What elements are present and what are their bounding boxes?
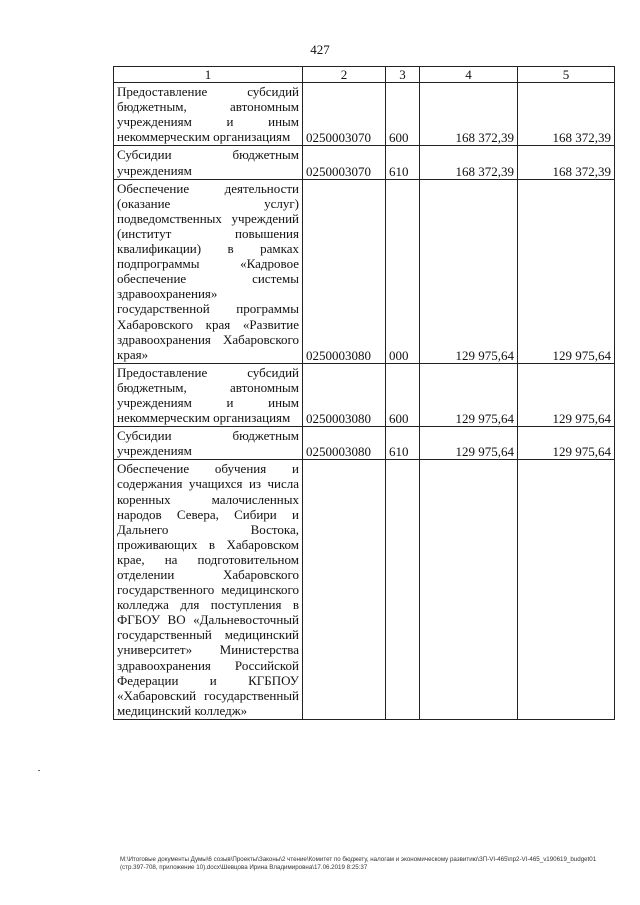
amount-col4 [420, 460, 518, 720]
column-header: 4 [420, 67, 518, 83]
target-code: 0250003070 [303, 83, 386, 146]
document-path-footer: M:\Итоговые документы Думы\6 созыв\Проекты\Законы\2 чтение\Комитет по бюджету, налогам и экономическому развитию\ЗП-VI-465\пр2-VI-465_v190619_budget01 (стр.397-708, приложение 10).docx\Шевцова Ирина Владимировна\17.06.2019 8:25:37 [120, 856, 597, 871]
amount-col5: 129 975,64 [518, 179, 615, 363]
table-row [114, 427, 615, 460]
column-header: 1 [114, 67, 303, 83]
budget-table [113, 66, 615, 720]
target-code: 0250003080 [303, 427, 386, 460]
target-code [303, 460, 386, 720]
amount-col4: 168 372,39 [420, 83, 518, 146]
amount-col4: 129 975,64 [420, 427, 518, 460]
expense-type-code: 600 [386, 83, 420, 146]
target-code: 0250003080 [303, 179, 386, 363]
table-row [114, 146, 615, 179]
row-name: Субсидии бюджетным учреждениям [114, 427, 303, 460]
target-code: 0250003070 [303, 146, 386, 179]
row-name: Обеспечение обучения и содержания учащихся из числа коренных малочисленных народов Севера, Сибири и Дальнего Востока, проживающих в Хабаровском крае, на подготовительном отделении Хабаровского государственного медицинского колледжа для поступления в ФГБОУ ВО «Дальневосточный государственный медицинский университет» Министерства здравоохранения Российской Федерации и КГБПОУ «Хабаровский государственный медицинский колледж» [114, 460, 303, 720]
expense-type-code: 610 [386, 427, 420, 460]
table-row [114, 179, 615, 363]
amount-col5 [518, 460, 615, 720]
expense-type-code: 000 [386, 179, 420, 363]
amount-col5: 129 975,64 [518, 363, 615, 426]
amount-col4: 129 975,64 [420, 179, 518, 363]
row-name: Предоставление субсидий бюджетным, автономным учреждениям и иным некоммерческим организациям [114, 83, 303, 146]
row-name: Предоставление субсидий бюджетным, автономным учреждениям и иным некоммерческим организациям [114, 363, 303, 426]
column-header: 3 [386, 67, 420, 83]
amount-col4: 129 975,64 [420, 363, 518, 426]
row-name: Субсидии бюджетным учреждениям [114, 146, 303, 179]
expense-type-code [386, 460, 420, 720]
table-header-row [114, 67, 615, 83]
amount-col5: 168 372,39 [518, 146, 615, 179]
amount-col5: 168 372,39 [518, 83, 615, 146]
expense-type-code: 610 [386, 146, 420, 179]
table-row [114, 83, 615, 146]
row-name: Обеспечение деятельности (оказание услуг) подведомственных учреждений (институт повышения квалификации) в рамках подпрограммы «Кадровое обеспечение системы здравоохранения» государственной программы Хабаровского края «Развитие здравоохранения Хабаровского края» [114, 179, 303, 363]
column-header: 2 [303, 67, 386, 83]
table-row [114, 460, 615, 720]
scan-speck [38, 770, 40, 771]
column-header: 5 [518, 67, 615, 83]
expense-type-code: 600 [386, 363, 420, 426]
amount-col4: 168 372,39 [420, 146, 518, 179]
page-number: 427 [310, 42, 330, 57]
table-row [114, 363, 615, 426]
amount-col5: 129 975,64 [518, 427, 615, 460]
target-code: 0250003080 [303, 363, 386, 426]
